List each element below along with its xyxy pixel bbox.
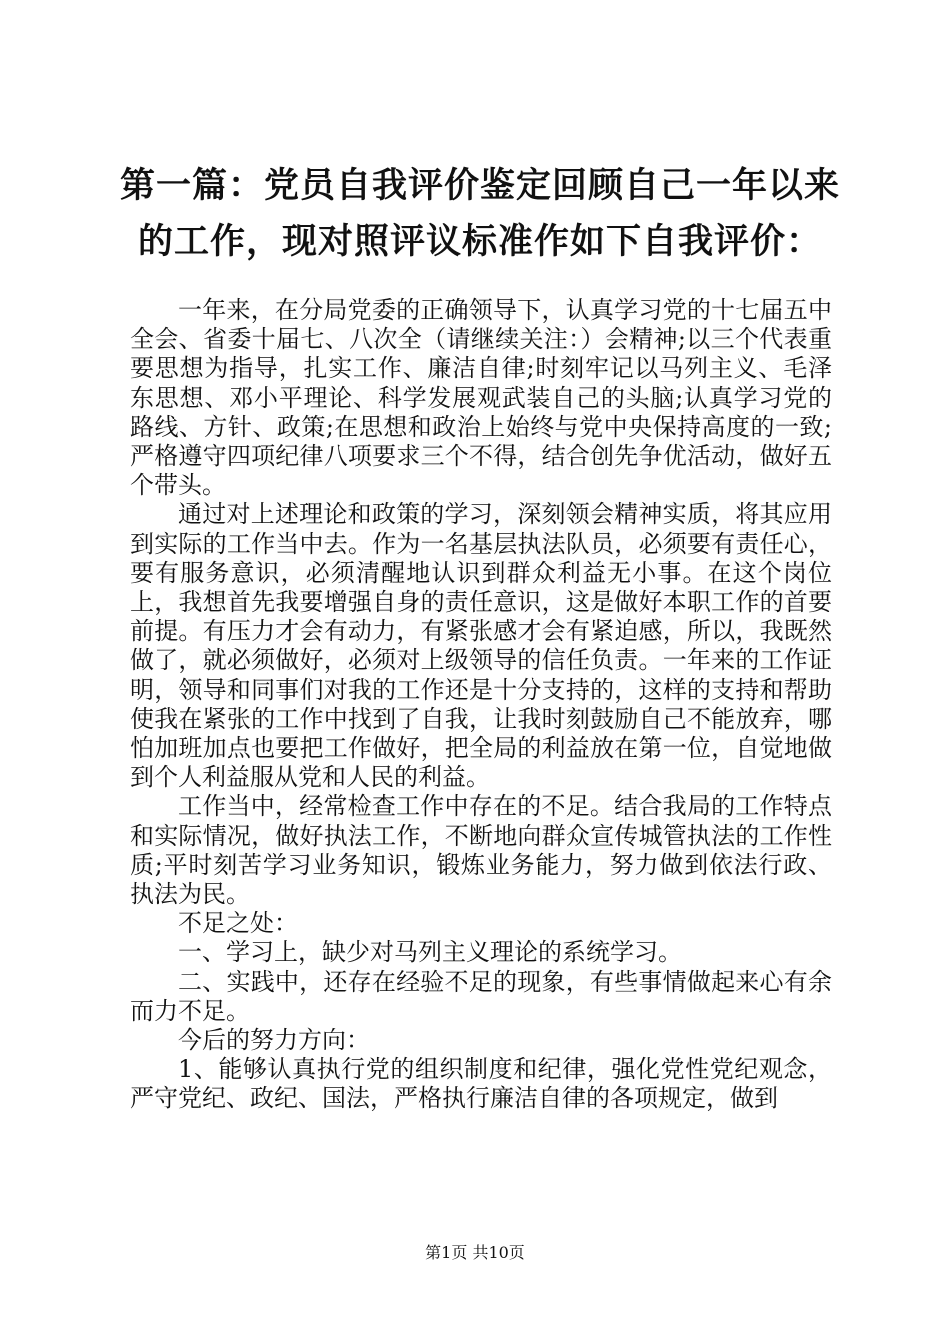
document-title: 第一篇：党员自我评价鉴定回顾自己一年以来的工作，现对照评议标准作如下自我评价： [119, 166, 840, 262]
page-number: 第1页 共10页 [425, 1243, 525, 1262]
paragraph: 通过对上述理论和政策的学习，深刻领会精神实质，将其应用到实际的工作当中去。作为一名基层执法队员，必须要有责任心，要有服务意识，必须清醒地认识到群众利益无小事。在这个岗位上，我想首先我要增强自身的责任意识，这是做好本职工作的首要前提。有压力才会有动力，有紧张感才会有紧迫感，所以，我既然做了，就必须做好，必须对上级领导的信任负责。一年来的工作证明，领导和同事们对我的工作还是十分支持的，这样的支持和帮助使我在紧张的工作中找到了自我，让我时刻鼓励自己不能放弃，哪怕加班加点也要把工作做好，把全局的利益放在第一位，自觉地做到个人利益服从党和人民的利益。 [130, 500, 832, 792]
paragraph: 工作当中，经常检查工作中存在的不足。结合我局的工作特点和实际情况，做好执法工作，不断地向群众宣传城管执法的工作性质;平时刻苦学习业务知识，锻炼业务能力，努力做到依法行政、执法为民。 [130, 792, 832, 909]
document-body [130, 296, 832, 1114]
paragraph: 一年来，在分局党委的正确领导下，认真学习党的十七届五中全会、省委十届七、八次全（请继续关注：）会精神;以三个代表重要思想为指导，扎实工作、廉洁自律;时刻牢记以马列主义、毛泽东思想、邓小平理论、科学发展观武装自己的头脑;认真学习党的路线、方针、政策;在思想和政治上始终与党中央保持高度的一致;严格遵守四项纪律八项要求三个不得，结合创先争优活动，做好五个带头。 [130, 296, 832, 500]
paragraph: 二、实践中，还存在经验不足的现象，有些事情做起来心有余而力不足。 [130, 967, 832, 1025]
paragraph: 今后的努力方向： [178, 1026, 370, 1055]
paragraph: 1、能够认真执行党的组织制度和纪律，强化党性党纪观念，严守党纪、政纪、国法，严格执行廉洁自律的各项规定，做到 [130, 1055, 832, 1113]
paragraph: 一、学习上，缺少对马列主义理论的系统学习。 [178, 938, 682, 967]
paragraph: 不足之处： [178, 909, 298, 938]
